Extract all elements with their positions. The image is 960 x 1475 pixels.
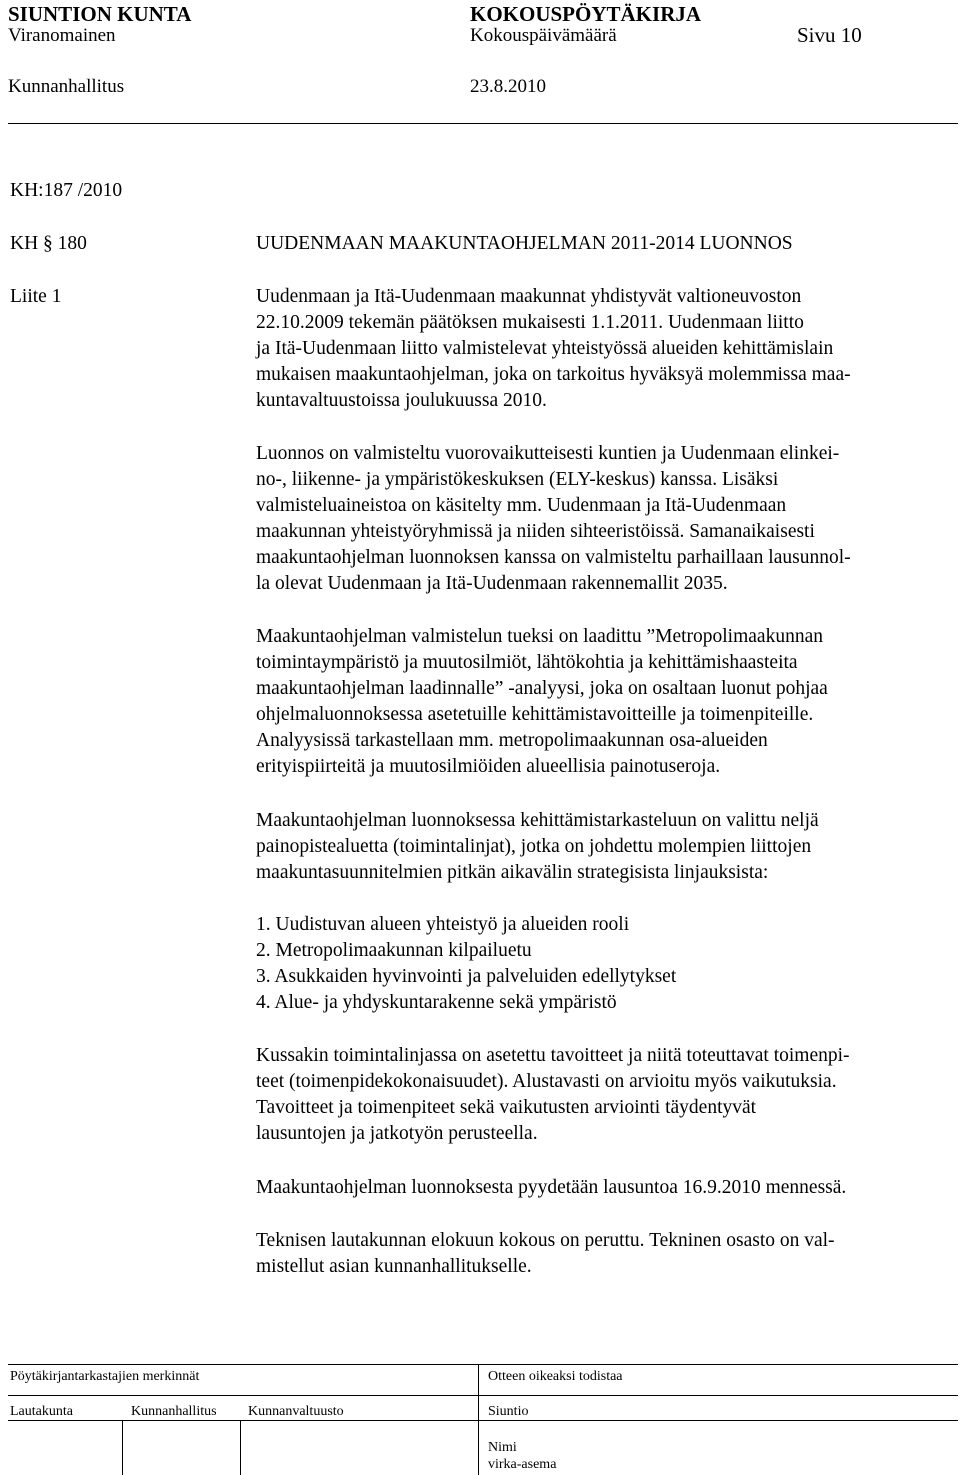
text-line: la olevat Uudenmaan ja Itä-Uudenmaan rakennemallit 2035. bbox=[256, 573, 728, 594]
section-symbol: § bbox=[43, 233, 53, 254]
authority-label: Viranomainen bbox=[8, 25, 116, 46]
footer-col-divider-2 bbox=[240, 1420, 241, 1475]
footer-place: Siuntio bbox=[488, 1404, 529, 1419]
footer-top-rule bbox=[8, 1364, 958, 1365]
section-prefix: KH bbox=[10, 233, 39, 254]
header-rule bbox=[8, 123, 958, 124]
footer-col-lautakunta: Lautakunta bbox=[10, 1404, 73, 1419]
text-line: teet (toimenpidekokonaisuudet). Alustavasti on arvioitu myös vaikutuksia. bbox=[256, 1071, 837, 1092]
text-line: toimintaympäristö ja muutosilmiöt, lähtökohtia ja kehittämishaasteita bbox=[256, 652, 798, 673]
footer-name-label: Nimi bbox=[488, 1440, 517, 1455]
footer-mid-rule bbox=[8, 1395, 958, 1396]
text-line: painopistealuetta (toimintalinjat), jotka on johdettu molempien liittojen bbox=[256, 836, 812, 857]
footer-left-title: Pöytäkirjantarkastajien merkinnät bbox=[10, 1369, 200, 1384]
text-line: maakunnan yhteistyöryhmissä ja niiden sihteeristöissä. Samanaikaisesti bbox=[256, 521, 815, 542]
footer-divider bbox=[478, 1364, 479, 1475]
text-line: Kussakin toimintalinjassa on asetettu tavoitteet ja niitä toteuttavat toimenpi- bbox=[256, 1045, 850, 1066]
footer-title-label: virka-asema bbox=[488, 1457, 557, 1472]
text-line: valmisteluaineistoa on käsitelty mm. Uudenmaan ja Itä-Uudenmaan bbox=[256, 495, 787, 516]
authority: Kunnanhallitus bbox=[8, 76, 125, 97]
list-item: 1. Uudistuvan alueen yhteistyö ja alueiden rooli bbox=[256, 914, 630, 935]
doc-type: KOKOUSPÖYTÄKIRJA bbox=[470, 2, 702, 26]
list-item: 4. Alue- ja yhdyskuntarakenne sekä ympäristö bbox=[256, 992, 617, 1013]
text-line: maakuntaohjelman luonnoksen kanssa on valmisteltu parhaillaan lausunnol- bbox=[256, 547, 851, 568]
org-name: SIUNTION KUNTA bbox=[8, 2, 192, 26]
footer-row-rule bbox=[8, 1420, 958, 1421]
footer-right-title: Otteen oikeaksi todistaa bbox=[488, 1369, 623, 1384]
text-line: lausuntojen ja jatkotyön perusteella. bbox=[256, 1123, 538, 1144]
footer-col-divider-1 bbox=[122, 1420, 123, 1475]
text-line: Analyysissä tarkastellaan mm. metropolimaakunnan osa-alueiden bbox=[256, 730, 768, 751]
text-line: mukaisen maakuntaohjelman, joka on tarkoitus hyväksyä molemmissa maa- bbox=[256, 364, 851, 385]
section-number: 180 bbox=[57, 233, 87, 254]
text-line: Uudenmaan ja Itä-Uudenmaan maakunnat yhdistyvät valtioneuvoston bbox=[256, 286, 802, 307]
text-line: erityispiirteitä ja muutosilmiöiden alueellisia painotuseroja. bbox=[256, 756, 721, 777]
text-line: kuntavaltuustoissa joulukuussa 2010. bbox=[256, 390, 547, 411]
list-item: 2. Metropolimaakunnan kilpailuetu bbox=[256, 940, 532, 961]
text-line: maakuntaohjelman laadinnalle” -analyysi, joka on osaltaan luonut pohjaa bbox=[256, 678, 828, 699]
list-item: 3. Asukkaiden hyvinvointi ja palveluiden edellytykset bbox=[256, 966, 677, 987]
text-line: Luonnos on valmisteltu vuorovaikutteisesti kuntien ja Uudenmaan elinkei- bbox=[256, 443, 840, 464]
text-line: Maakuntaohjelman valmistelun tueksi on laadittu ”Metropolimaakunnan bbox=[256, 626, 823, 647]
section-label bbox=[10, 233, 87, 255]
attachment-label: Liite 1 bbox=[10, 286, 62, 307]
footer-col-kunnanhallitus: Kunnanhallitus bbox=[131, 1404, 217, 1419]
text-line: Teknisen lautakunnan elokuun kokous on peruttu. Tekninen osasto on val- bbox=[256, 1230, 835, 1251]
case-title: UUDENMAAN MAAKUNTAOHJELMAN 2011-2014 LUONNOS bbox=[256, 233, 793, 254]
text-line: Tavoitteet ja toimenpiteet sekä vaikutusten arviointi täydentyvät bbox=[256, 1097, 757, 1118]
text-line: ja Itä-Uudenmaan liitto valmistelevat yhteistyössä alueiden kehittämislain bbox=[256, 338, 834, 359]
text-line: ohjelmaluonnoksessa asetetuille kehittämistavoitteille ja toimenpiteille. bbox=[256, 704, 814, 725]
date-label: Kokouspäivämäärä bbox=[470, 25, 617, 46]
footer-col-kunnanvaltuusto: Kunnanvaltuusto bbox=[248, 1404, 344, 1419]
meeting-date: 23.8.2010 bbox=[470, 76, 546, 97]
text-line: no-, liikenne- ja ympäristökeskuksen (ELY-keskus) kanssa. Lisäksi bbox=[256, 469, 779, 490]
text-line: Maakuntaohjelman luonnoksesta pyydetään lausuntoa 16.9.2010 mennessä. bbox=[256, 1177, 847, 1198]
text-line: maakuntasuunnitelmien pitkän aikavälin strategisista linjauksista: bbox=[256, 862, 769, 883]
case-reference: KH:187 /2010 bbox=[10, 180, 123, 201]
text-line: Maakuntaohjelman luonnoksessa kehittämistarkasteluun on valittu neljä bbox=[256, 810, 819, 831]
text-line: 22.10.2009 tekemän päätöksen mukaisesti 1.1.2011. Uudenmaan liitto bbox=[256, 312, 804, 333]
page-number: Sivu 10 bbox=[797, 23, 862, 47]
text-line: mistellut asian kunnanhallitukselle. bbox=[256, 1256, 532, 1277]
